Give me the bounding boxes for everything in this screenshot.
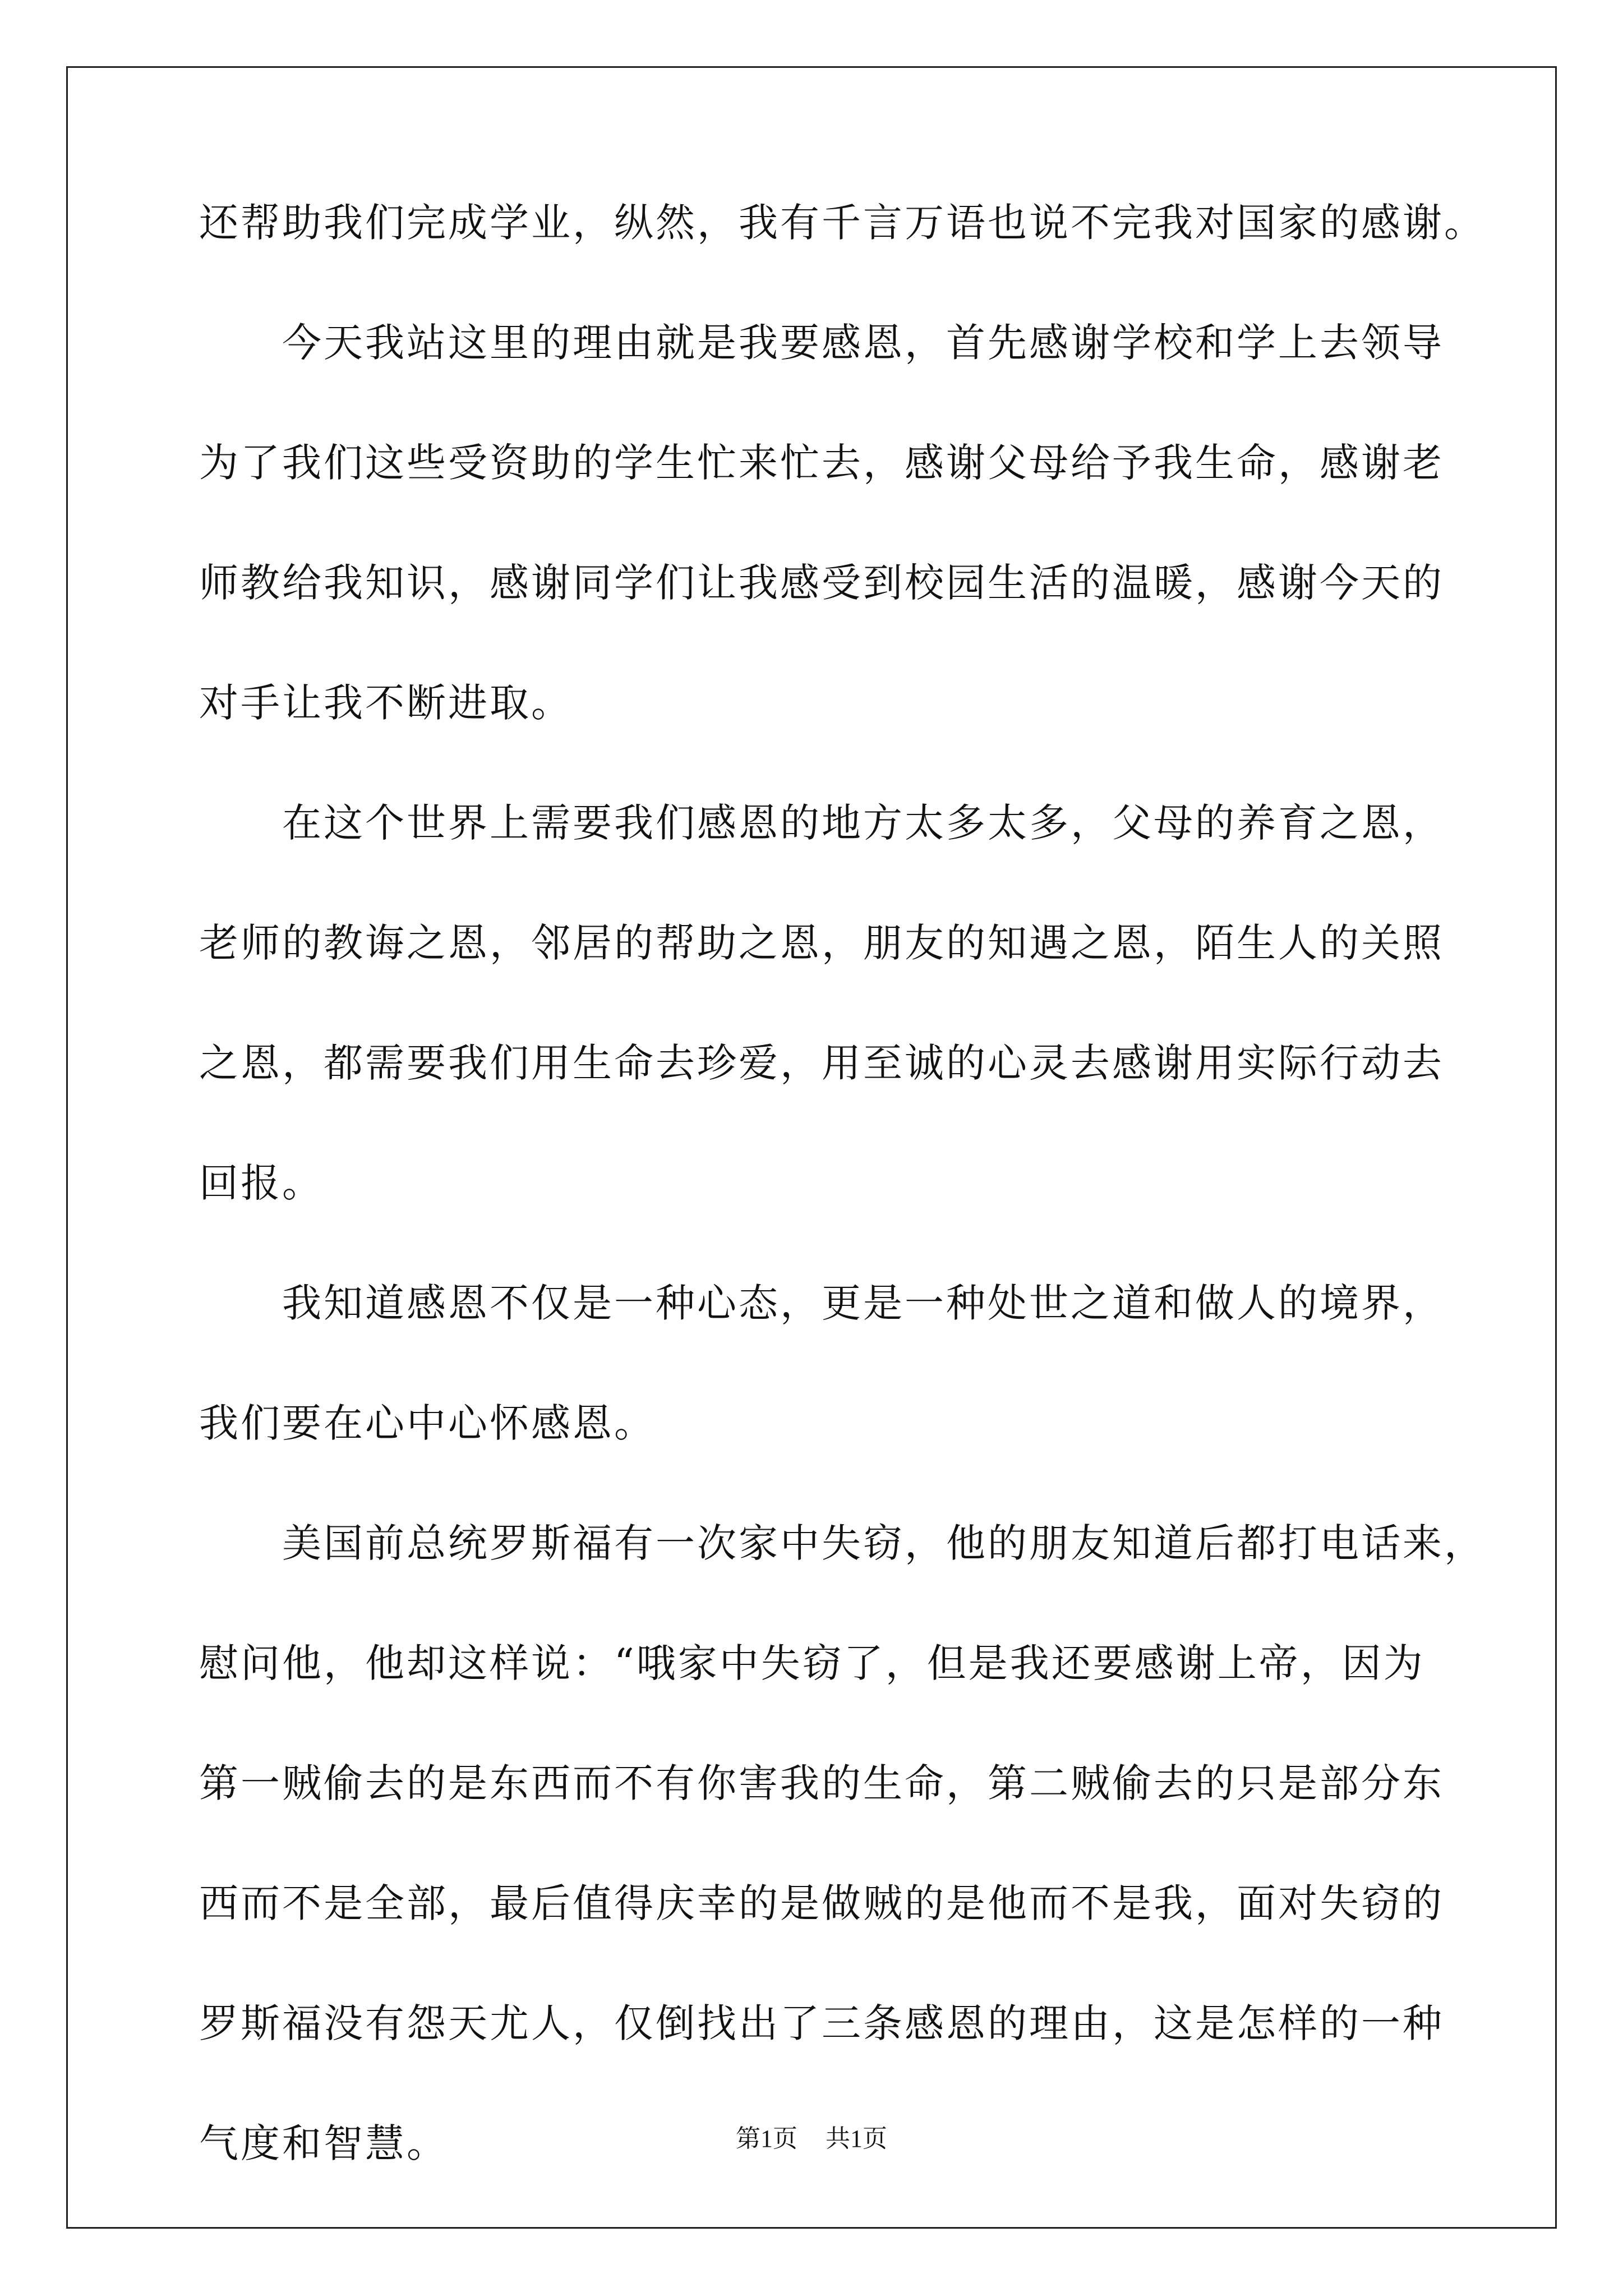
- text-line: 罗斯福没有怨天尤人，仅倒找出了三条感恩的理由，这是怎样的一种: [199, 2000, 1444, 2046]
- page-footer: [0, 2122, 1623, 2156]
- text-line: 师教给我知识，感谢同学们让我感受到校园生活的温暖，感谢今天的: [199, 560, 1444, 606]
- text-line: 第一贼偷去的是东西而不有你害我的生命，第二贼偷去的只是部分东: [199, 1760, 1444, 1806]
- paragraph-start-line: 在这个世界上需要我们感恩的地方太多太多，父母的养育之恩，: [282, 800, 1444, 846]
- text-line: 为了我们这些受资助的学生忙来忙去，感谢父母给予我生命，感谢老: [199, 440, 1444, 486]
- text-line: 对手让我不断进取。: [199, 680, 573, 726]
- text-line: 回报。: [199, 1160, 324, 1206]
- text-line: 老师的教诲之恩，邻居的帮助之恩，朋友的知遇之恩，陌生人的关照: [199, 920, 1444, 966]
- text-line: 慰问他，他却这样说：“哦家中失窃了，但是我还要感谢上帝，因为: [199, 1640, 1425, 1686]
- text-line: 我们要在心中心怀感恩。: [199, 1400, 656, 1446]
- paragraph-start-line: 今天我站这里的理由就是我要感恩，首先感谢学校和学上去领导: [282, 320, 1444, 366]
- text-line: 之恩，都需要我们用生命去珍爱，用至诚的心灵去感谢用实际行动去: [199, 1040, 1444, 1086]
- text-line: 气度和智慧。: [199, 2120, 448, 2166]
- page-total: 共1页: [826, 2125, 887, 2152]
- text-line: 还帮助我们完成学业，纵然，我有千言万语也说不完我对国家的感谢。: [199, 200, 1486, 246]
- paragraph-start-line: 我知道感恩不仅是一种心态，更是一种处世之道和做人的境界，: [282, 1280, 1444, 1326]
- document-body: [199, 194, 1486, 2234]
- paragraph-start-line: 美国前总统罗斯福有一次家中失窃，他的朋友知道后都打电话来，: [282, 1520, 1486, 1566]
- text-line: 西而不是全部，最后值得庆幸的是做贼的是他而不是我，面对失窃的: [199, 1880, 1444, 1926]
- page-number: 第1页: [736, 2125, 797, 2152]
